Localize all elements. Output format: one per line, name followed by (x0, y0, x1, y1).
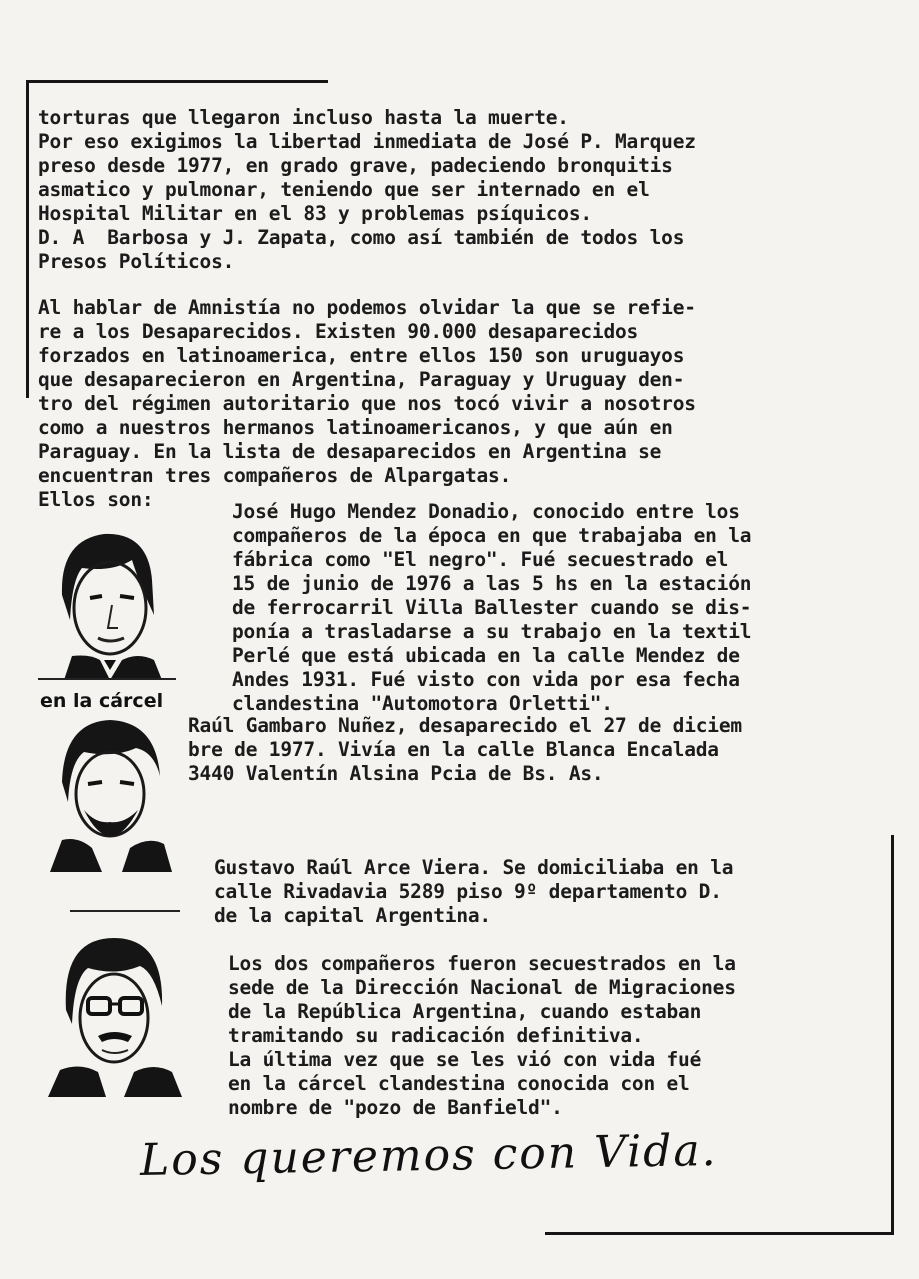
photo2-underline (70, 910, 180, 912)
person1-line-7: Perlé que está ubicada en la calle Mendez de (232, 644, 740, 667)
p1-line-3: preso desde 1977, en grado grave, padeciendo bronquitis (38, 154, 673, 177)
p2-line-7: Paraguay. En la lista de desaparecidos en Argentina se (38, 440, 662, 463)
person2-line-1: Raúl Gambaro Nuñez, desaparecido el 27 de diciem (188, 714, 742, 737)
top-left-border (26, 80, 328, 83)
portrait-photo-gambaro (44, 712, 174, 872)
p2-line-4: que desaparecieron en Argentina, Paraguay y Uruguay den- (38, 368, 685, 391)
person1-line-8: Andes 1931. Fué visto con vida por esa fecha (232, 668, 740, 691)
p2-line-6: como a nuestros hermanos latinoamericanos, y que aún en (38, 416, 673, 439)
p1-line-4: asmatico y pulmonar, teniendo que ser internado en el (38, 178, 650, 201)
p3-line-1: Los dos compañeros fueron secuestrados en la (228, 952, 736, 975)
p1-line-6: D. A Barbosa y J. Zapata, como así también de todos los (38, 226, 685, 249)
person1-line-4: 15 de junio de 1976 a las 5 hs en la estación (232, 572, 752, 595)
p2-line-2: re a los Desaparecidos. Existen 90.000 desaparecidos (38, 320, 639, 343)
p3-line-6: en la cárcel clandestina conocida con el (228, 1072, 690, 1095)
person1-line-5: de ferrocarril Villa Ballester cuando se dis- (232, 596, 752, 619)
person1-line-1: José Hugo Mendez Donadio, conocido entre los (232, 500, 740, 523)
person3-line-2: calle Rivadavia 5289 piso 9º departamento D. (214, 880, 722, 903)
right-border (891, 835, 894, 1235)
person3-line-3: de la capital Argentina. (214, 904, 491, 927)
bottom-border (545, 1232, 894, 1235)
person2-line-3: 3440 Valentín Alsina Pcia de Bs. As. (188, 762, 604, 785)
p1-line-5: Hospital Militar en el 83 y problemas psíquicos. (38, 202, 592, 225)
portrait-photo-arce (44, 932, 184, 1097)
p2-line-9: Ellos son: (38, 488, 154, 511)
p1-line-1: torturas que llegaron incluso hasta la muerte. (38, 106, 569, 129)
p3-line-7: nombre de "pozo de Banfield". (228, 1096, 563, 1119)
p2-line-3: forzados en latinoamerica, entre ellos 150 son uruguayos (38, 344, 685, 367)
person1-line-6: ponía a trasladarse a su trabajo en la textil (232, 620, 752, 643)
handwritten-note: en la cárcel (40, 690, 164, 712)
p2-line-5: tro del régimen autoritario que nos tocó vivir a nosotros (38, 392, 696, 415)
p1-line-2: Por eso exigimos la libertad inmediata de José P. Marquez (38, 130, 696, 153)
p3-line-2: sede de la Dirección Nacional de Migraciones (228, 976, 736, 999)
p1-line-7: Presos Políticos. (38, 250, 235, 273)
person1-line-2: compañeros de la época en que trabajaba en la (232, 524, 752, 547)
p3-line-5: La última vez que se les vió con vida fué (228, 1048, 702, 1071)
person1-line-9: clandestina "Automotora Orletti". (232, 692, 613, 715)
closing-handwritten-slogan: Los queremos con Vida. (139, 1124, 718, 1187)
p3-line-3: de la República Argentina, cuando estaban (228, 1000, 702, 1023)
person3-line-1: Gustavo Raúl Arce Viera. Se domiciliaba en la (214, 856, 734, 879)
portrait-photo-mendez (42, 520, 172, 680)
photo1-underline (38, 678, 176, 680)
person1-line-3: fábrica como "El negro". Fué secuestrado el (232, 548, 729, 571)
p2-line-1: Al hablar de Amnistía no podemos olvidar la que se refie- (38, 296, 696, 319)
p2-line-8: encuentran tres compañeros de Alpargatas. (38, 464, 512, 487)
p3-line-4: tramitando su radicación definitiva. (228, 1024, 644, 1047)
left-border (26, 80, 29, 398)
person2-line-2: bre de 1977. Vivía en la calle Blanca Encalada (188, 738, 719, 761)
